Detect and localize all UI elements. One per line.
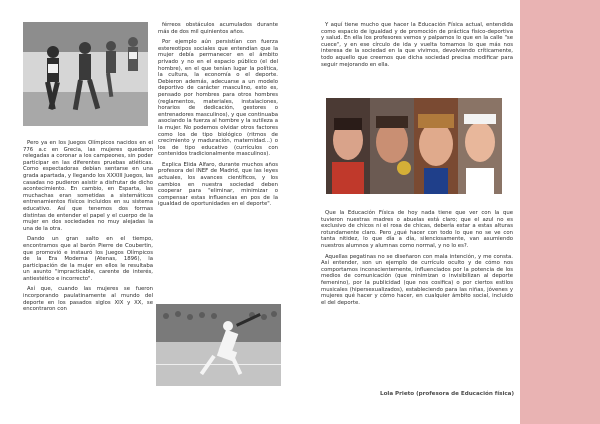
text-column-3: [321, 22, 513, 72]
text-column-2: [158, 22, 278, 212]
paragraph: Así que, cuando las mujeres se fueron incorporando paulatinamente al mundo del deporte en los pasados siglos XIX y XX, se encontraron con: [23, 286, 153, 313]
decorative-sidebar: [520, 0, 600, 424]
runners-photo: [23, 22, 148, 126]
paragraph: Aquellas pegatinas no se diseñaron con mala intención, y me consta. Así entender, son un ejemplo de currículo oculto y de cómo nos comportamos inconscientemente, influenciados por la potencia de los medios de comunicación (que minimizan o invisibilizan al deporte femenino), por la publicidad (que nos cosifica) o por ciertos estilos musicales (hipersexualizados), estableciendo para las niñas, jóvenes y mujeres qué hacer y cómo hacer, en cualquier ámbito social, incluido el del deporte.: [321, 253, 513, 306]
paragraph: Pero ya en los Juegos Olímpicos nacidos en el 776 a.c en Grecia, las mujeres quedaron relegadas a coronar a los campeones, sin poder participar en las diferentes pruebas atléticas. Como espectadoras debían sentarse en una grada apartada, y llegando los XXXIII Juegos, las casadas no pudieron asistir a disfrutar de dicho acontecimiento. En cambio, en Esparta, las muchachas eran sometidas a sistemáticos entrenamientos físicos incluidos en su sistema educativo. Así que tenemos dos formas distintas de entender el papel y el cuerpo de la mujer en dos sociedades no muy alejadas la una de la otra.: [23, 140, 153, 232]
text-column-3b: [321, 210, 513, 310]
paragraph: Explica Elida Alfaro, durante muchos años profesora del INEF de Madrid, que las leyes actuales, los avances científicos, y los cambios en nuestra sociedad deben cooperar para "eliminar, minimizar o compensar estas influencias en pos de la igualdad de oportunidades en el deporte".: [158, 161, 278, 208]
paragraph: Dando un gran salto en el tiempo, encontramos que al barón Pierre de Coubertin, que promovió e instauró los Juegos Olímpicos de la Era Moderna (Atenas, 1896), la participación de la mujer en ellos le resultaba un asunto "impracticable, carente de interés, antiestético e incorrecto".: [23, 236, 153, 282]
paragraph: Que la Educación Física de hoy nada tiene que ver con la que tuvieron nuestras madres o abuelas está claro; que el azul no es exclusivo de chicos ni el rosa de chicas, debería estar a estas alturas rotundamente claro. Pero ¿qué hacer con todo lo que no se ve con tanta nitidez, lo que día a día, silenciosamente, van asumiendo nuestros alumnos y alumnas como normal, y no lo es?.: [321, 210, 513, 249]
paragraph: Por ejemplo aún persistían con fuerza estereotipos sociales que entendían que la mujer debía permanecer en el ámbito privado y no en el espacio público (el del hombre), en el que tenían lugar la política, la cultura, la economía o el deporte. Debieron además, adecuarse a un modelo deportivo de carácter masculino, esto es, pensado por hombres para otros hombres (reglamentos, materiales, instalaciones, horarios de dedicación, gestores o entrenadores masculinos), y que continuaba asociando la fuerza al hombre y la sutileza a la mujer. No podemos olvidar otros factores como los de tipo biológico (ritmos de crecimiento y maduración, maternidad...) o los de tipo educativo (currículos con contenidos tradicionalmente masculinos).: [158, 39, 278, 158]
paragraph: Y aquí tiene mucho que hacer la Educación Física actual, entendida como espacio de igualdad y de promoción de práctica físico-deportiva y salud. En ella los profesores vemos y palpamos lo que en la calle "se cuece", y en ese círculo de ida y vuelta tomamos lo que más nos interesa de la sociedad en la que vivimos, devolviendo críticamente, todo aquello que creemos que dicha sociedad precisa modificar para seguir mejorando en ella.: [321, 22, 513, 68]
tennis-photo: [156, 304, 281, 386]
text-column-1: [23, 140, 153, 317]
author-signature: Lola Prieto (profesora de Educación física): [380, 391, 515, 397]
paragraph: férreos obstáculos acumulados durante más de dos mil quinientos años.: [158, 22, 278, 35]
athletes-collage-photo: [326, 98, 502, 194]
